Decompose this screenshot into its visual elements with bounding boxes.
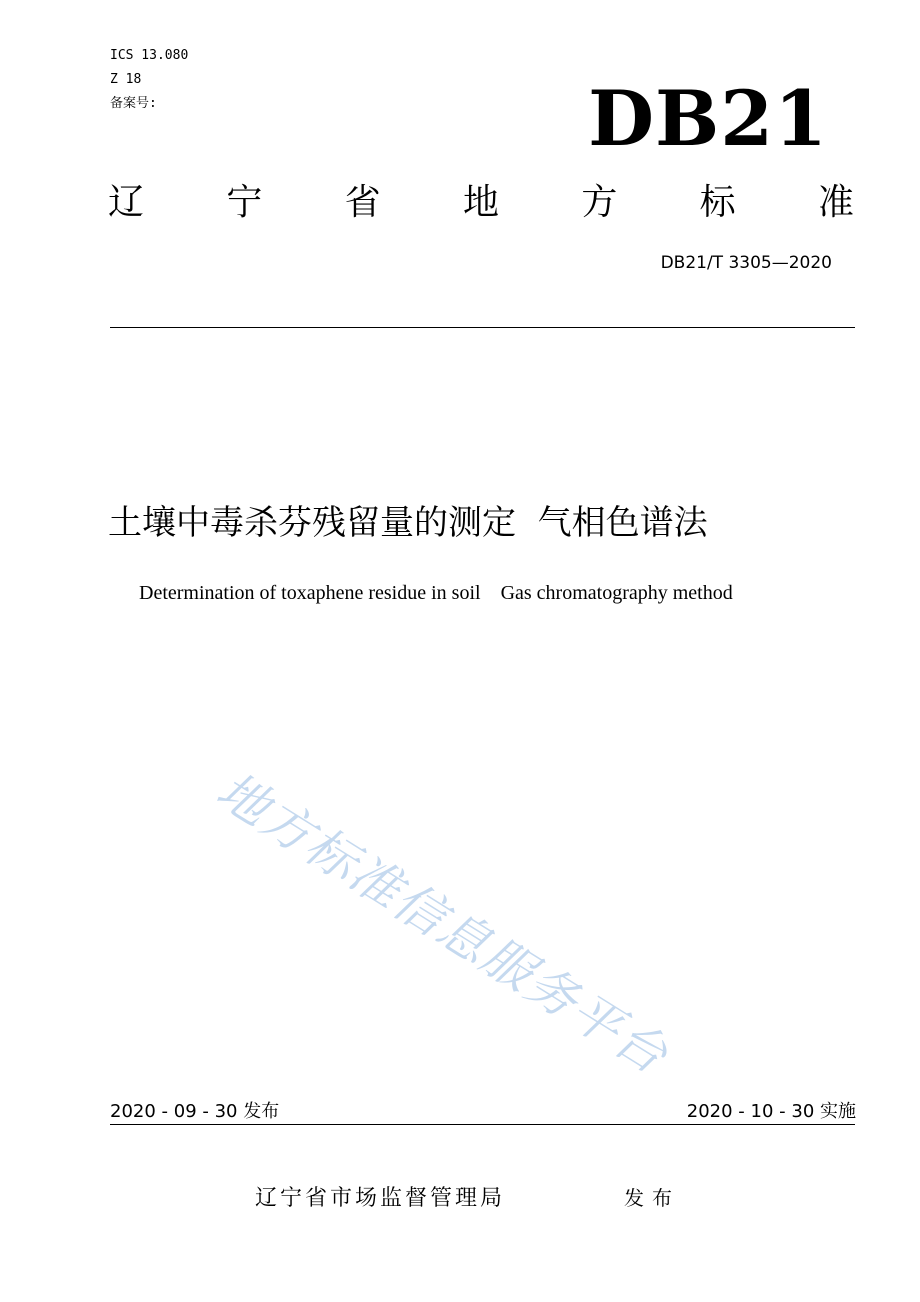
header-divider: [110, 327, 855, 328]
standard-type-char: 准: [817, 182, 854, 223]
issue-label: 发布: [624, 1186, 680, 1210]
document-title-en: Determination of toxaphene residue in soil Gas chromatography method: [139, 582, 733, 604]
standard-type-char: 地: [462, 182, 499, 223]
implementation-date: 2020 - 10 - 30 实施: [686, 1101, 856, 1122]
document-title-cn: 土壤中毒杀芬残留量的测定 气相色谱法: [108, 503, 708, 543]
standard-type-char: 辽: [108, 182, 145, 223]
dates-divider: [110, 1124, 855, 1125]
standard-type-char: 方: [581, 182, 618, 223]
standard-type-heading: [108, 180, 854, 226]
standard-type-char: 省: [344, 182, 381, 223]
record-number-label: 备案号:: [110, 96, 157, 111]
standard-number: DB21/T 3305—2020: [660, 253, 832, 273]
classification-code: Z 18: [110, 72, 142, 87]
ics-code: ICS 13.080: [110, 48, 189, 63]
issue-date: 2020 - 09 - 30 发布: [110, 1101, 280, 1122]
watermark: 地方标准信息服务平台: [206, 760, 679, 1086]
standard-type-char: 标: [699, 182, 736, 223]
standard-type-char: 宁: [226, 182, 263, 223]
issuing-authority: 辽宁省市场监督管理局: [255, 1186, 506, 1211]
standard-code-logo: DB21: [588, 74, 828, 163]
